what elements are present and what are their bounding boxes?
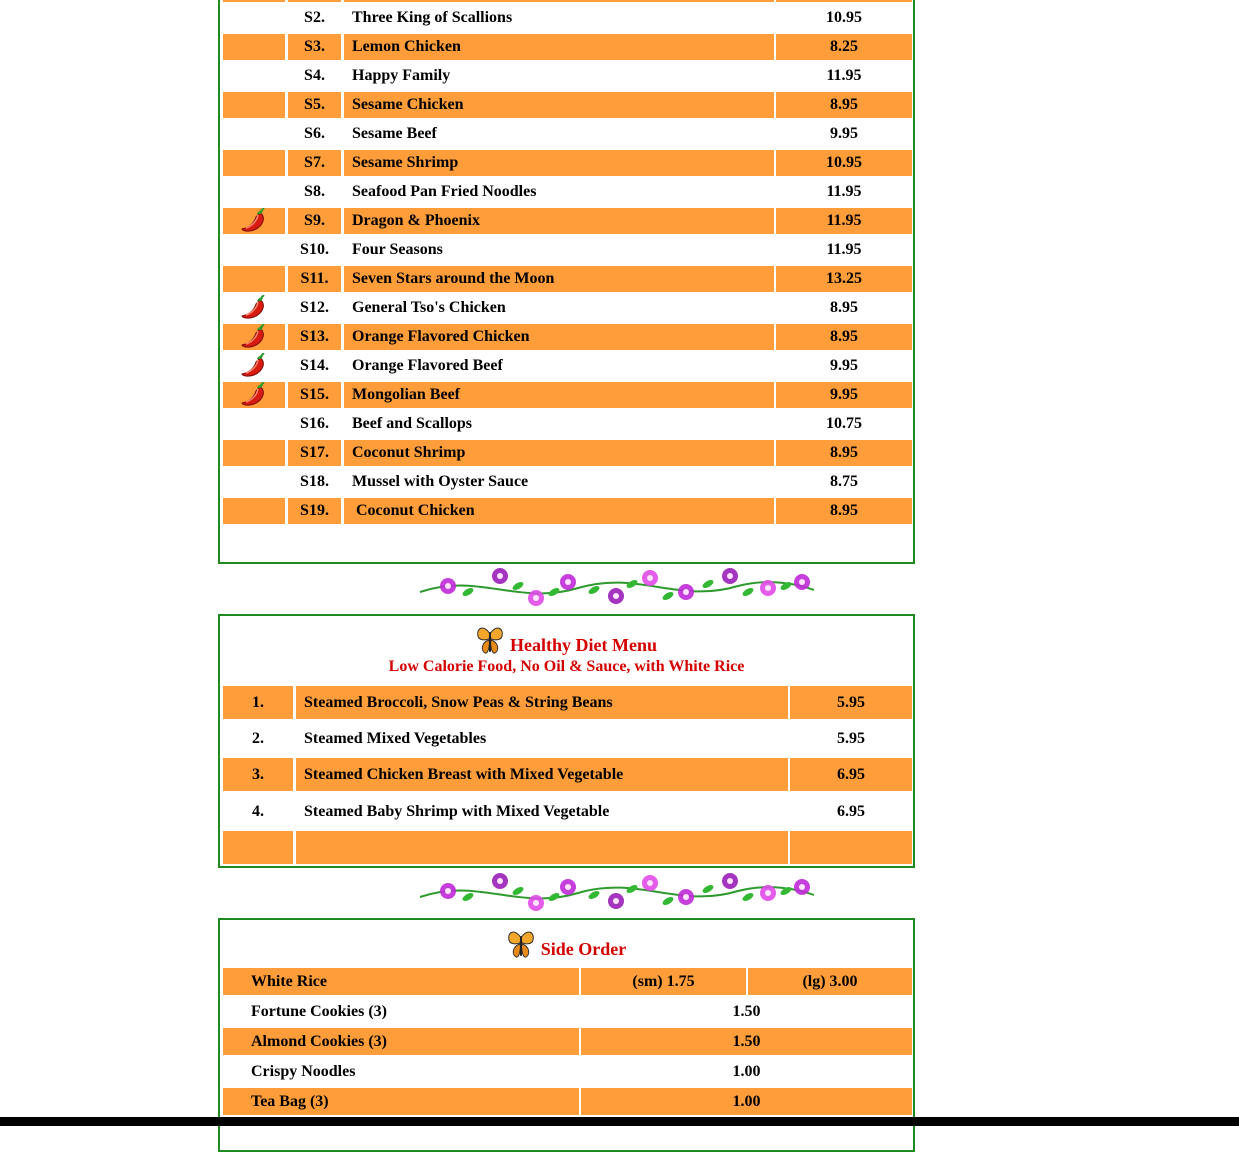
specials-row — [223, 63, 912, 89]
item-name: Almond Cookies (3) — [223, 1028, 579, 1055]
specials-row — [223, 237, 912, 263]
spicy-cell — [223, 92, 285, 118]
item-price: 13.25 — [776, 266, 912, 292]
specials-row — [223, 92, 912, 118]
item-code: S16. — [300, 415, 329, 432]
item-code: S9. — [288, 208, 341, 234]
item-name: Fortune Cookies (3) — [251, 1002, 387, 1020]
chili-pepper-icon — [240, 382, 268, 408]
specials-row — [223, 150, 912, 176]
item-name: Happy Family — [352, 67, 451, 84]
spicy-cell — [223, 498, 285, 524]
spicy-cell — [223, 440, 285, 466]
item-name: Sesame Shrimp — [344, 150, 774, 176]
item-code: S2. — [304, 9, 325, 26]
item-code — [288, 0, 341, 2]
item-name: Crispy Noodles — [251, 1062, 356, 1080]
butterfly-icon — [476, 626, 504, 656]
item-code: S12. — [300, 299, 329, 316]
item-name: Steamed Baby Shrimp with Mixed Vegetable — [304, 802, 610, 820]
specials-row — [223, 295, 912, 321]
item-name: Steamed Chicken Breast with Mixed Vegetable — [296, 758, 788, 791]
item-price: 1.00 — [732, 1062, 761, 1080]
item-price: 8.95 — [776, 92, 912, 118]
item-code: S17. — [288, 440, 341, 466]
item-name: Sesame Chicken — [344, 92, 774, 118]
item-price: 10.75 — [826, 415, 862, 432]
item-number: 2. — [252, 729, 264, 747]
item-price: 8.95 — [776, 498, 912, 524]
side-order-title: Side Order — [540, 939, 627, 959]
item-price: 11.95 — [826, 183, 862, 200]
butterfly-icon — [507, 930, 535, 960]
side-order-row — [223, 1028, 912, 1055]
item-name: Three King of Scallions — [352, 9, 513, 26]
side-order-heading — [220, 930, 913, 960]
item-name: Seafood Pan Fried Noodles — [352, 183, 537, 200]
item-price: 6.95 — [790, 758, 912, 791]
specials-row — [223, 5, 912, 31]
spicy-cell — [223, 382, 285, 408]
item-code: S3. — [288, 34, 341, 60]
item-name: Beef and Scallops — [352, 415, 473, 432]
side-order-row — [223, 968, 912, 995]
item-code: S11. — [288, 266, 341, 292]
flower-vine-divider — [418, 867, 816, 915]
item-number: 1. — [223, 686, 293, 719]
healthy-heading — [220, 626, 913, 676]
chili-pepper-icon — [240, 295, 268, 321]
item-code: S8. — [304, 183, 325, 200]
item-name — [344, 0, 774, 2]
healthy-row — [223, 795, 912, 828]
item-name: General Tso's Chicken — [352, 299, 506, 316]
spicy-cell — [223, 266, 285, 292]
item-number: 3. — [223, 758, 293, 791]
price-large: (lg) 3.00 — [748, 968, 912, 995]
item-price: 9.95 — [830, 125, 858, 142]
specials-row — [223, 498, 912, 524]
item-name: White Rice — [223, 968, 579, 995]
item-code: S14. — [300, 357, 329, 374]
spicy-cell — [223, 469, 285, 495]
healthy-row — [223, 722, 912, 755]
item-price: 8.95 — [776, 324, 912, 350]
item-price: 8.95 — [830, 299, 858, 316]
specials-row — [223, 411, 912, 437]
spicy-cell — [223, 150, 285, 176]
specials-row — [223, 34, 912, 60]
item-price: 5.95 — [790, 686, 912, 719]
item-price: 11.95 — [826, 67, 862, 84]
item-code: S6. — [304, 125, 325, 142]
item-price: 11.95 — [776, 208, 912, 234]
item-price: 5.95 — [837, 729, 865, 747]
chili-pepper-icon — [240, 353, 268, 379]
spicy-cell — [223, 411, 285, 437]
item-code: S15. — [288, 382, 341, 408]
item-code: S7. — [288, 150, 341, 176]
chili-pepper-icon — [240, 324, 268, 350]
specials-row — [223, 469, 912, 495]
item-code: S4. — [304, 67, 325, 84]
healthy-row — [223, 758, 912, 791]
side-order-row — [223, 998, 912, 1025]
item-name: Sesame Beef — [352, 125, 437, 142]
spicy-cell — [223, 324, 285, 350]
flower-vine-divider — [418, 562, 816, 610]
item-name: Steamed Mixed Vegetables — [304, 729, 487, 747]
specials-row — [223, 440, 912, 466]
item-price: 11.95 — [826, 241, 862, 258]
item-name: Four Seasons — [352, 241, 443, 258]
spicy-cell — [223, 353, 285, 379]
spicy-cell — [223, 208, 285, 234]
item-price: 1.50 — [732, 1002, 761, 1020]
item-price: 10.95 — [776, 150, 912, 176]
item-name: Coconut Chicken — [344, 498, 774, 524]
spicy-cell — [223, 0, 285, 2]
item-price: 8.25 — [776, 34, 912, 60]
item-price: 1.50 — [581, 1028, 912, 1055]
item-price: 8.95 — [776, 440, 912, 466]
item-price: 8.75 — [830, 473, 858, 490]
item-name: Dragon & Phoenix — [344, 208, 774, 234]
item-name: Mussel with Oyster Sauce — [352, 473, 529, 490]
side-order-row — [223, 1088, 912, 1115]
window-bottom-bar — [0, 1117, 1239, 1126]
item-name: Steamed Broccoli, Snow Peas & String Beans — [296, 686, 788, 719]
healthy-empty-row — [223, 831, 912, 864]
item-name: Orange Flavored Beef — [352, 357, 503, 374]
spicy-cell — [223, 237, 285, 263]
item-code: S19. — [288, 498, 341, 524]
item-code: S18. — [300, 473, 329, 490]
item-name: Orange Flavored Chicken — [344, 324, 774, 350]
specials-row — [223, 353, 912, 379]
side-order-row — [223, 1058, 912, 1085]
item-name: Seven Stars around the Moon — [344, 266, 774, 292]
item-code: S13. — [288, 324, 341, 350]
item-price: 9.95 — [830, 357, 858, 374]
specials-row — [223, 179, 912, 205]
spicy-cell — [223, 63, 285, 89]
spicy-cell — [223, 295, 285, 321]
item-price — [776, 0, 912, 2]
item-price: 10.95 — [826, 9, 862, 26]
specials-row — [223, 324, 912, 350]
item-price: 1.00 — [581, 1088, 912, 1115]
specials-row — [223, 266, 912, 292]
specials-row — [223, 208, 912, 234]
healthy-diet-menu-panel — [218, 614, 915, 868]
price-small: (sm) 1.75 — [581, 968, 746, 995]
spicy-cell — [223, 34, 285, 60]
specials-row — [223, 382, 912, 408]
item-name: Mongolian Beef — [344, 382, 774, 408]
spicy-cell — [223, 121, 285, 147]
specials-menu-panel — [218, 0, 915, 564]
item-number: 4. — [252, 802, 264, 820]
spicy-cell — [223, 5, 285, 31]
item-name: Tea Bag (3) — [223, 1088, 579, 1115]
item-name: Coconut Shrimp — [344, 440, 774, 466]
item-code: S10. — [300, 241, 329, 258]
item-code: S5. — [288, 92, 341, 118]
chili-pepper-icon — [240, 208, 268, 234]
item-name: Lemon Chicken — [344, 34, 774, 60]
healthy-row — [223, 686, 912, 719]
spicy-cell — [223, 179, 285, 205]
healthy-title: Healthy Diet Menu — [510, 635, 657, 655]
healthy-subtitle: Low Calorie Food, No Oil & Sauce, with White Rice — [388, 658, 745, 675]
item-price: 6.95 — [837, 802, 865, 820]
specials-row — [223, 121, 912, 147]
specials-row — [223, 0, 912, 2]
item-price: 9.95 — [776, 382, 912, 408]
